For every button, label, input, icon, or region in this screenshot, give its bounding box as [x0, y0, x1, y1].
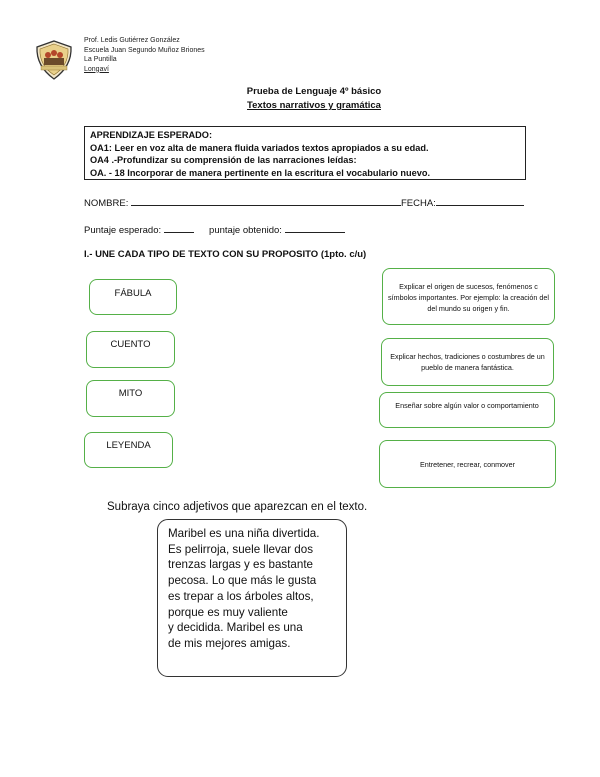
- type-label-mito: MITO: [118, 388, 143, 399]
- objective-3: OA. - 18 Incorporar de manera pertinente en la escritura el vocabulario nuevo.: [90, 167, 431, 178]
- school-logo: [34, 40, 74, 80]
- school-name: Escuela Juan Segundo Muñoz Briones: [84, 46, 205, 54]
- purpose-text-3: Enseñar sobre algún valor o comportamiento: [395, 401, 539, 410]
- reading-line: pecosa. Lo que más le gusta: [168, 574, 317, 588]
- type-box-cuento[interactable]: [86, 331, 175, 368]
- obtained-score-field[interactable]: [285, 223, 345, 233]
- section1-instruction: I.- UNE CADA TIPO DE TEXTO CON SU PROPOSITO (1pto. c/u): [84, 249, 367, 260]
- purpose-text-4: Entretener, recrear, conmover: [419, 460, 516, 469]
- obtained-score-label: puntaje obtenido:: [209, 225, 285, 236]
- school-commune: Longaví: [84, 65, 109, 73]
- purpose-box-3[interactable]: [379, 392, 555, 428]
- reading-text-box: [157, 519, 347, 677]
- name-date-line: [84, 196, 524, 209]
- reading-line: porque es muy valiente: [168, 605, 288, 619]
- type-label-leyenda: LEYENDA: [106, 440, 151, 451]
- type-label-cuento: CUENTO: [110, 339, 151, 350]
- date-label: FECHA:: [400, 198, 436, 209]
- name-label: NOMBRE:: [84, 198, 131, 209]
- type-box-mito[interactable]: [86, 380, 175, 417]
- type-box-fabula[interactable]: [89, 279, 177, 315]
- section2-instruction: Subraya cinco adjetivos que aparezcan en el texto.: [107, 501, 368, 513]
- school-locality: La Puntilla: [84, 56, 117, 64]
- purpose-box-2[interactable]: [381, 338, 554, 386]
- purpose-box-4[interactable]: [379, 440, 556, 488]
- expected-score-label: Puntaje esperado:: [84, 225, 164, 236]
- objective-1: OA1: Leer en voz alta de manera fluida variados textos apropiados a su edad.: [90, 142, 429, 153]
- teacher-name: Prof. Ledis Gutiérrez González: [84, 37, 180, 44]
- reading-line: Maribel es una niña divertida.: [168, 527, 320, 540]
- purpose-text-1: Explicar el origen de sucesos, fenómenos c símbolos importantes. Por ejemplo: la creación del del mundo su origen y fin.: [388, 282, 549, 313]
- date-field[interactable]: [436, 196, 524, 206]
- score-line: [84, 223, 345, 236]
- objectives-heading: APRENDIZAJE ESPERADO:: [90, 130, 213, 140]
- expected-score-field[interactable]: [164, 223, 194, 233]
- purpose-text-2: Explicar hechos, tradiciones o costumbres de un pueblo de manera fantástica.: [390, 352, 545, 372]
- purpose-box-1[interactable]: [382, 268, 555, 325]
- objective-2: OA4 .-Profundizar su comprensión de las narraciones leídas:: [90, 155, 357, 165]
- reading-line: Es pelirroja, suele llevar dos: [168, 542, 313, 556]
- reading-line: es trepar a los árboles altos,: [168, 589, 314, 603]
- type-label-fabula: FÁBULA: [114, 288, 152, 299]
- school-info: [84, 36, 205, 74]
- type-box-leyenda[interactable]: [84, 432, 173, 468]
- name-field[interactable]: [131, 196, 401, 206]
- objectives-box: [84, 126, 526, 180]
- reading-line: trenzas largas y es bastante: [168, 558, 314, 572]
- page-subtitle: Textos narrativos y gramática: [247, 100, 381, 111]
- page-title: Prueba de Lenguaje 4º básico: [246, 86, 382, 97]
- reading-line: de mis mejores amigas.: [168, 636, 291, 650]
- reading-line: y decidida. Maribel es una: [168, 621, 303, 635]
